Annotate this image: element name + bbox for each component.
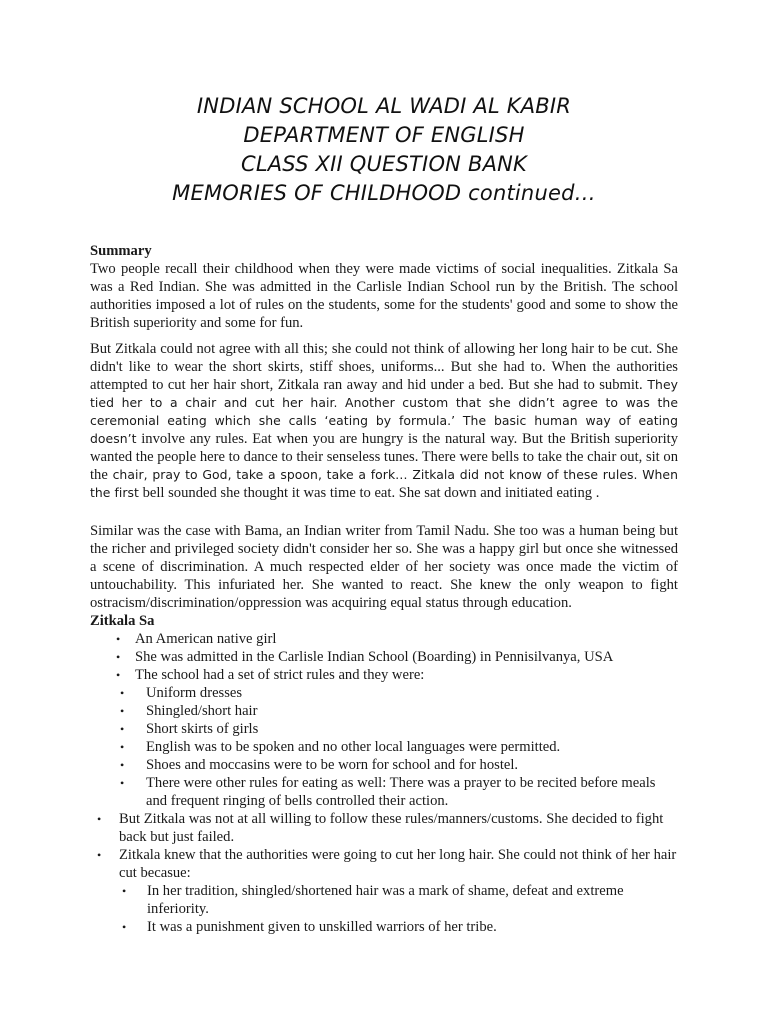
summary-paragraph-3: Similar was the case with Bama, an Indian writer from Tamil Nadu. She too was a human being but the richer and privileged society didn't consider her so. She was a happy girl but once she witnessed a scene of discrimination. A much respected elder of her society was once made the victim of untouchability. This infuriated her. She wanted to react. She knew the only weapon to fight ostracism/discrimination/oppression was acquiring equal status through education. (90, 523, 678, 611)
summary-paragraph-2-part-c: involve any rules. Eat when you are hungry is the natural way. But the British superiority wanted the people here to dance to their senseless tunes. There were bells to take the chair out, sit on the (90, 431, 678, 483)
zitkala-heading: Zitkala Sa (90, 613, 155, 629)
list-item: • In her tradition, shingled/shortened hair was a mark of shame, defeat and extreme inferiority. (122, 883, 624, 917)
summary-paragraph-2 (90, 340, 678, 502)
summary-paragraph-2-part-b: They tied her to a chair and cut her hair. Another custom that she didn’t agree to was the ceremonial eating which she calls ‘eating by formula.’ The basic human way of eating doesn’t (90, 377, 678, 446)
list-item: • She was admitted in the Carlisle Indian School (Boarding) in Pennisilvanya, USA (116, 649, 614, 665)
summary-paragraph-2-part-e: bell sounded she thought it was time to eat. She sat down and initiated eating . (138, 485, 600, 501)
class-title: CLASS XII QUESTION BANK (240, 152, 528, 176)
chapter-title: MEMORIES OF CHILDHOOD continued… (172, 181, 596, 205)
bullet-icon: • (97, 848, 102, 862)
bullet-icon: • (120, 722, 125, 736)
summary-heading: Summary (90, 243, 152, 259)
list-item: • Shoes and moccasins were to be worn for school and for hostel. (120, 757, 519, 773)
bullet-icon: • (116, 632, 121, 646)
list-item: • Uniform dresses (120, 685, 243, 701)
summary-paragraph-1: Two people recall their childhood when they were made victims of social inequalities. Zitkala Sa was a Red Indian. She was admitted in the Carlisle Indian School run by the British. The school authorities imposed a lot of rules on the students, some for the students' good and some to show the British superiority and some for fun. (90, 261, 678, 331)
list-item: • Short skirts of girls (120, 721, 259, 737)
bullet-icon: • (120, 740, 125, 754)
list-item: • But Zitkala was not at all willing to follow these rules/manners/customs. She decided to fight back but just failed. (97, 811, 664, 845)
bullet-icon: • (97, 812, 102, 826)
bullet-icon: • (122, 920, 127, 934)
bullet-icon: • (120, 758, 125, 772)
list-item: • It was a punishment given to unskilled warriors of her tribe. (122, 919, 497, 935)
summary-paragraph-2-part-a: But Zitkala could not agree with all this; she could not think of allowing her long hair to be cut. She didn't like to wear the short skirts, stiff shoes, uniforms... But she had to. When the authorities attempted to cut her hair short, Zitkala ran away and hid under a bed. But she had to submit. (90, 341, 678, 393)
summary-paragraph-2-part-d: chair, pray to God, take a spoon, take a fork… Zitkala did not know of these rules. When the first (90, 467, 678, 500)
bullet-icon: • (122, 884, 127, 898)
list-item: • Zitkala knew that the authorities were going to cut her long hair. She could not think of her hair cut becasue: • In her tradition, shingled/shortened hair was a mark of shame, defeat and extreme inferiority. • It was a punishment given to unskilled warriors of her tribe. (0, 846, 678, 936)
list-item: • Shingled/short hair (120, 703, 258, 719)
document-header (60, 92, 708, 208)
document-body (90, 242, 678, 936)
zitkala-outer-list (0, 810, 678, 936)
list-item: • The school had a set of strict rules and they were: (116, 667, 425, 683)
bullet-icon: • (120, 686, 125, 700)
school-name: INDIAN SCHOOL AL WADI AL KABIR (196, 94, 572, 118)
list-item: • English was to be spoken and no other local languages were permitted. (120, 739, 561, 755)
list-item: • There were other rules for eating as well: There was a prayer to be recited before meals and frequent ringing of bells controlled their action. (120, 775, 656, 809)
department-name: DEPARTMENT OF ENGLISH (243, 123, 525, 147)
bullet-icon: • (116, 650, 121, 664)
list-item: • An American native girl (116, 631, 277, 647)
bullet-icon: • (120, 704, 125, 718)
zitkala-points-list (90, 630, 678, 684)
hair-reasons-list (0, 882, 678, 936)
bullet-icon: • (116, 668, 121, 682)
bullet-icon: • (120, 776, 125, 790)
school-rules-list (90, 684, 678, 810)
